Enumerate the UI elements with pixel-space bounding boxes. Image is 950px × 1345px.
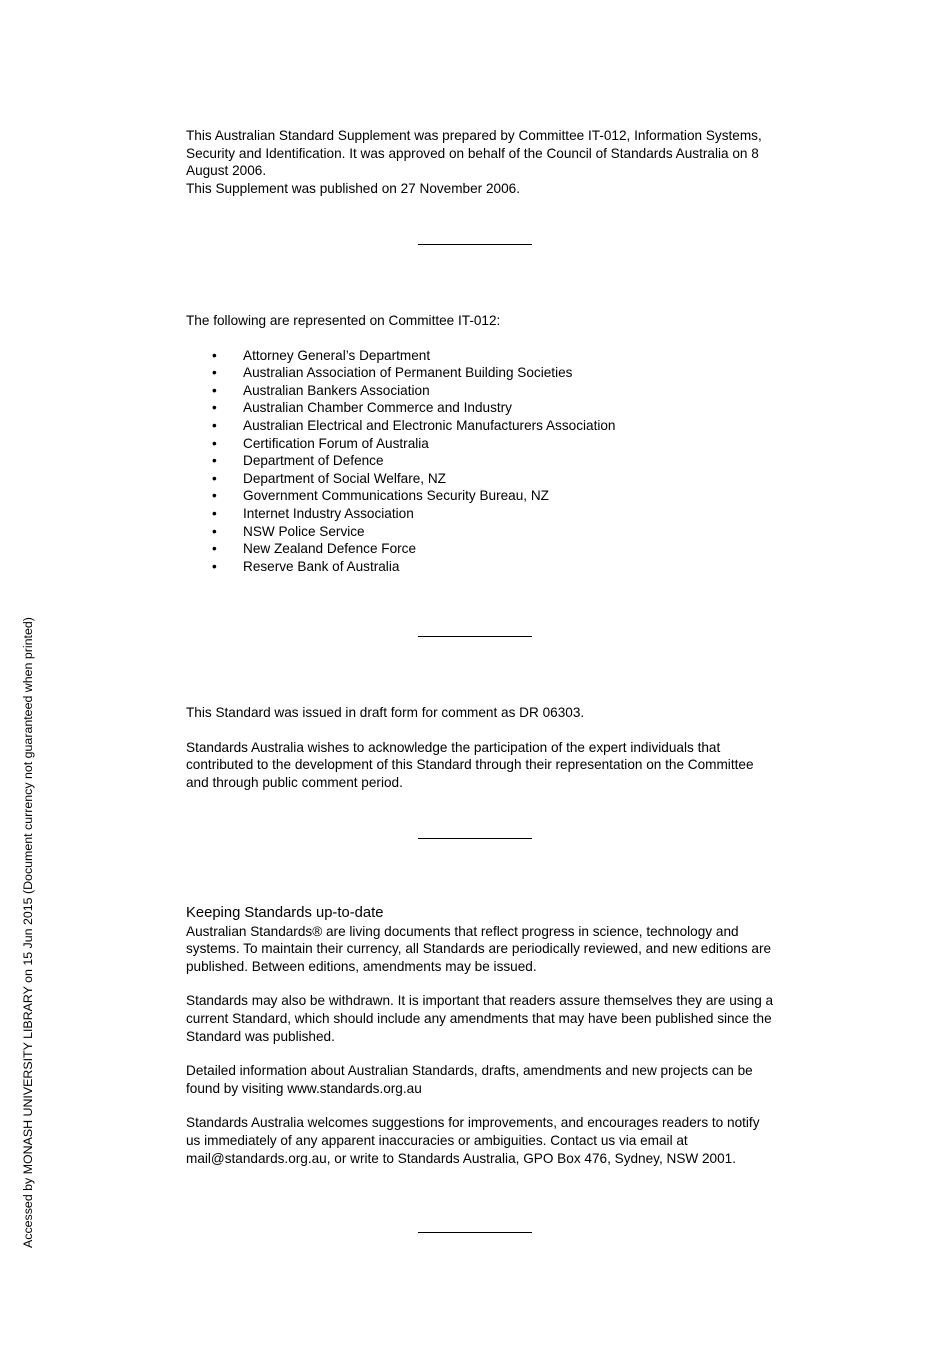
list-item: • Australian Bankers Association	[186, 382, 776, 400]
list-item: • Australian Association of Permanent Building Societies	[186, 364, 776, 382]
list-item: • Department of Social Welfare, NZ	[186, 470, 776, 488]
prepared-statement: This Australian Standard Supplement was prepared by Committee IT-012, Information Systems, Security and Identification. It was approved on behalf of the Council of Standards Australia on 8 August 2006.	[186, 128, 762, 179]
draft-section	[186, 704, 776, 791]
access-watermark: Accessed by MONASH UNIVERSITY LIBRARY on 15 Jun 2015 (Document currency not guaranteed when printed)	[21, 617, 35, 1248]
detailed-info-text: Detailed information about Australian Standards, drafts, amendments and new projects can be found by visiting	[186, 1063, 753, 1096]
suggestions-text: Standards Australia welcomes suggestions for improvements, and encourages readers to notify us immediately of any apparent inaccuracies or ambiguities. Contact us via email at	[186, 1115, 760, 1148]
list-item: • Certification Forum of Australia	[186, 435, 776, 453]
list-item: • Australian Chamber Commerce and Industry	[186, 399, 776, 417]
draft-issued: This Standard was issued in draft form for comment as DR 06303.	[186, 705, 585, 720]
divider-rule	[418, 244, 532, 245]
paragraph-withdrawn: Standards may also be withdrawn. It is important that readers assure themselves they are using a current Standard, which should include any amendments that may have been published since the Standard was published.	[186, 993, 774, 1044]
address-text: , or write to Standards Australia, GPO Box 476, Sydney, NSW 2001.	[326, 1150, 737, 1166]
list-item: • Department of Defence	[186, 452, 776, 470]
list-item: • Attorney General’s Department	[186, 347, 776, 365]
list-item: • NSW Police Service	[186, 523, 776, 541]
divider-rule	[418, 1232, 532, 1233]
up-to-date-section	[186, 905, 776, 1167]
list-item: • Australian Electrical and Electronic Manufacturers Association	[186, 417, 776, 435]
list-item: • New Zealand Defence Force	[186, 540, 776, 558]
committee-member-list	[186, 347, 776, 576]
intro-section	[186, 127, 776, 197]
website-link[interactable]: www.standards.org.au	[287, 1080, 422, 1096]
paragraph-suggestions	[186, 1114, 776, 1167]
acknowledgement: Standards Australia wishes to acknowledge the participation of the expert individuals that contributed to the development of this Standard through their representation on the Committee and through public comment period.	[186, 739, 754, 790]
list-item: • Internet Industry Association	[186, 505, 776, 523]
section-heading: Keeping Standards up-to-date	[186, 905, 384, 921]
list-item: • Reserve Bank of Australia	[186, 558, 776, 576]
published-statement: This Supplement was published on 27 November 2006.	[186, 180, 521, 196]
divider-rule	[418, 636, 532, 637]
list-item: • Government Communications Security Bureau, NZ	[186, 487, 776, 505]
email-link[interactable]: mail@standards.org.au	[186, 1150, 327, 1166]
committee-section	[186, 312, 776, 575]
committee-lead: The following are represented on Committee IT-012:	[186, 313, 501, 328]
divider-rule	[418, 838, 532, 839]
paragraph-detailed-info	[186, 1062, 776, 1097]
paragraph-living-documents: Australian Standards® are living documents that reflect progress in science, technology and systems. To maintain their currency, all Standards are periodically reviewed, and new editions are published. Between editions, amendments may be issued.	[186, 923, 772, 974]
